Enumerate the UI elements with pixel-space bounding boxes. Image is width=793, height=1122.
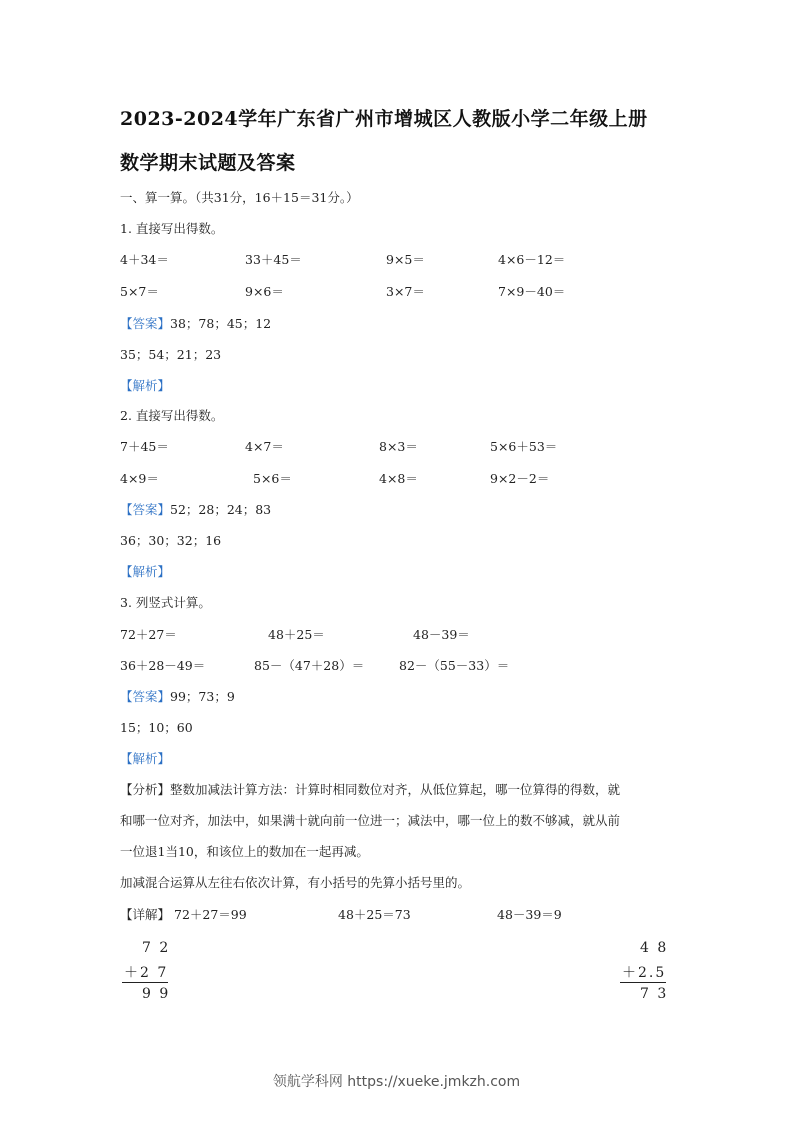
- vertical-top-number: 7 2: [142, 940, 171, 956]
- vertical-calculation: [122, 940, 182, 1010]
- q2-row2-item: 9×2－2＝: [490, 471, 550, 486]
- vertical-addend: ＋2.5: [622, 965, 667, 981]
- q1-answer: [120, 314, 271, 332]
- detail-item: 72＋27＝99: [174, 907, 247, 922]
- q2-row2-item: 4×8＝: [379, 471, 418, 486]
- answer-tag: 【答案】: [120, 502, 171, 517]
- q2-row1-item: 5×6＋53＝: [490, 439, 558, 454]
- question-3-heading: 3. 列竖式计算。: [120, 595, 211, 610]
- q3-row1-item: 48＋25＝: [268, 627, 325, 642]
- detail-tag: 【详解】: [120, 907, 171, 922]
- detail-item: 48＋25＝73: [338, 907, 411, 922]
- q1-row2-item: 3×7＝: [386, 284, 425, 299]
- vertical-result: 9 9: [142, 986, 171, 1002]
- mixed-operation-rule: 加减混合运算从左往右依次计算，有小括号的先算小括号里的。: [120, 875, 471, 890]
- q2-row1-item: 8×3＝: [379, 439, 418, 454]
- analysis-paragraph-line2: 和哪一位对齐，加法中，如果满十就向前一位进一；减法中，哪一位上的数不够减，就从前: [120, 813, 621, 828]
- q2-answer: [120, 500, 271, 518]
- q2-row2-item: 4×9＝: [120, 471, 159, 486]
- vertical-addend: ＋2 7: [124, 965, 169, 981]
- q3-answer-line2: 15；10；60: [120, 720, 193, 735]
- q3-row1-item: 72＋27＝: [120, 627, 177, 642]
- vertical-top-number: 4 8: [640, 940, 669, 956]
- answer-text: 38；78；45；12: [170, 316, 272, 331]
- vertical-result: 7 3: [640, 986, 669, 1002]
- analysis-text: 整数加减法计算方法：计算时相同数位对齐，从低位算起，哪一位算得的得数，就: [170, 782, 621, 797]
- question-1-heading: 1. 直接写出得数。: [120, 221, 224, 236]
- q2-row2-item: 5×6＝: [253, 471, 292, 486]
- q2-analysis-tag: 【解析】: [120, 564, 171, 579]
- document-title-line2: 数学期末试题及答案: [120, 152, 296, 174]
- q3-row2-item: 36＋28－49＝: [120, 658, 206, 673]
- q1-answer-line2: 35；54；21；23: [120, 347, 222, 362]
- q1-row1-item: 9×5＝: [386, 252, 425, 267]
- footer-watermark: 领航学科网 https://xueke.jmkzh.com: [272, 1074, 521, 1090]
- q2-answer-line2: 36；30；32；16: [120, 533, 222, 548]
- q3-row1-item: 48－39＝: [413, 627, 470, 642]
- analysis-paragraph-line3: 一位退1当10，和该位上的数加在一起再减。: [120, 844, 369, 859]
- q1-analysis-tag: 【解析】: [120, 378, 171, 393]
- q1-row1-item: 4＋34＝: [120, 252, 169, 267]
- q1-row1-item: 4×6－12＝: [498, 252, 566, 267]
- q2-row1-item: 7＋45＝: [120, 439, 169, 454]
- analysis-paragraph-line1: [120, 780, 620, 798]
- analysis-tag: 【分析】: [120, 782, 171, 797]
- answer-text: 99；73；9: [170, 689, 235, 704]
- q1-row2-item: 5×7＝: [120, 284, 159, 299]
- q3-analysis-tag: 【解析】: [120, 751, 171, 766]
- q3-answer: [120, 687, 235, 705]
- vertical-rule: [122, 982, 168, 983]
- q3-row2-item: 82－（55－33）＝: [399, 658, 510, 673]
- answer-tag: 【答案】: [120, 689, 171, 704]
- answer-tag: 【答案】: [120, 316, 171, 331]
- section-heading: 一、算一算。（共31分，16＋15＝31分。）: [120, 190, 359, 205]
- q3-row2-item: 85－（47＋28）＝: [254, 658, 365, 673]
- answer-text: 52；28；24；83: [170, 502, 272, 517]
- vertical-calculation: [620, 940, 680, 1010]
- document-title-line1: 2023-2024学年广东省广州市增城区人教版小学二年级上册: [120, 108, 648, 130]
- q1-row2-item: 7×9－40＝: [498, 284, 566, 299]
- q1-row1-item: 33＋45＝: [245, 252, 302, 267]
- vertical-rule: [620, 982, 666, 983]
- detail-item: 48－39＝9: [497, 907, 562, 922]
- question-2-heading: 2. 直接写出得数。: [120, 408, 224, 423]
- q1-row2-item: 9×6＝: [245, 284, 284, 299]
- q2-row1-item: 4×7＝: [245, 439, 284, 454]
